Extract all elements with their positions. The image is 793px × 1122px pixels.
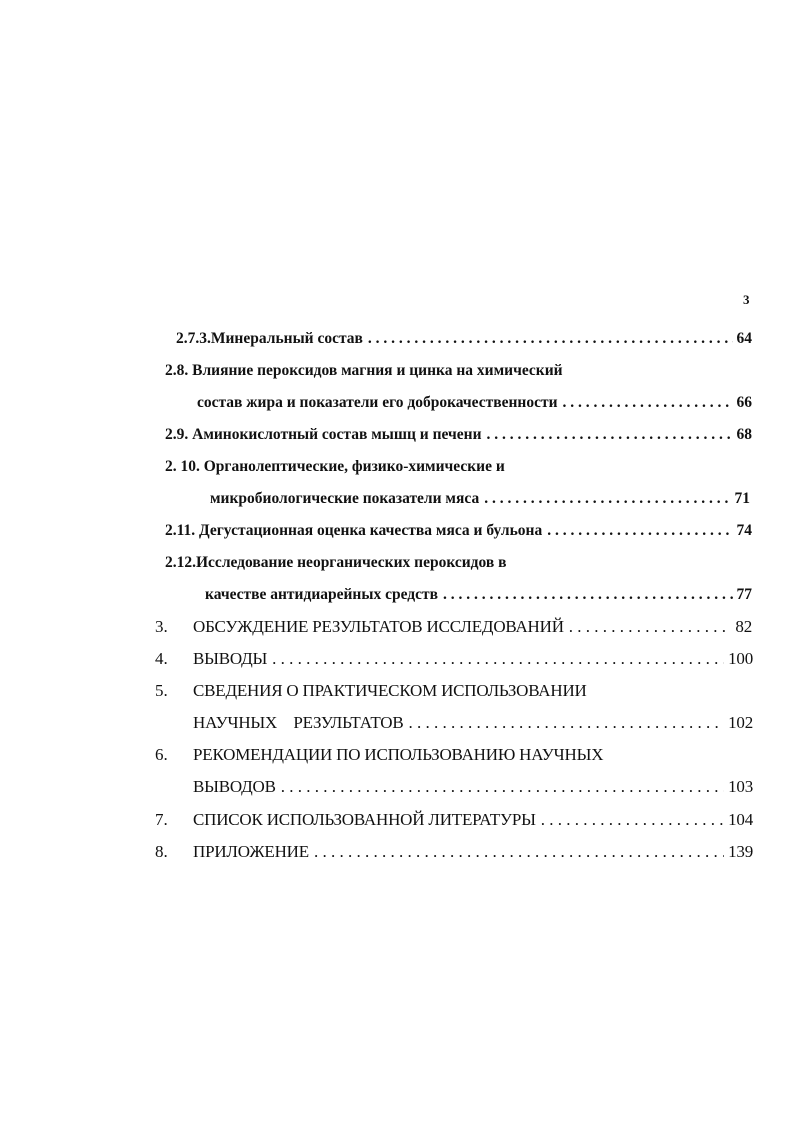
toc-entry-2-12 <box>165 554 755 576</box>
toc-entry-page: 139 <box>728 842 753 861</box>
toc-entry-title: 2.7.3.Минеральный состав <box>176 330 363 347</box>
dot-leader <box>563 394 733 412</box>
toc-entry-page: 71 <box>734 490 750 507</box>
toc-entry-page: 68 <box>736 426 752 443</box>
toc-entry-page: 103 <box>728 777 753 796</box>
toc-entry-title: состав жира и показатели его доброкачественности <box>197 394 558 411</box>
toc-section-3 <box>193 617 752 639</box>
toc-entry-title: 2.11. Дегустационная оценка качества мяса и бульона <box>165 522 543 539</box>
toc-entry-title: 2.9. Аминокислотный состав мышц и печени <box>165 426 482 443</box>
toc-section-number: 7. <box>155 810 168 829</box>
dot-leader <box>314 842 724 862</box>
toc-section-8 <box>193 842 753 864</box>
dot-leader <box>547 522 732 540</box>
toc-section-6-continued <box>193 777 753 799</box>
toc-entry-title: ПРИЛОЖЕНИЕ <box>193 842 309 861</box>
dot-leader <box>569 617 732 637</box>
toc-section-6 <box>193 745 753 767</box>
dot-leader <box>272 649 724 669</box>
toc-entry-title: ОБСУЖДЕНИЕ РЕЗУЛЬТАТОВ ИССЛЕДОВАНИЙ <box>193 617 564 636</box>
toc-entry-page: 66 <box>736 394 752 411</box>
toc-entry-2-9 <box>165 426 752 448</box>
toc-section-5 <box>193 681 753 703</box>
toc-entry-2-10-continued <box>210 490 750 512</box>
toc-entry-page: 102 <box>728 713 753 732</box>
dot-leader <box>409 713 725 733</box>
toc-entry-title: 2.12.Исследование неорганических пероксидов в <box>165 554 507 571</box>
toc-entry-title: ВЫВОДОВ <box>193 777 276 796</box>
toc-section-number: 6. <box>155 745 168 764</box>
toc-entry-title: качестве антидиарейных средств <box>205 586 438 603</box>
toc-entry-title: ВЫВОДЫ <box>193 649 268 668</box>
dot-leader <box>281 777 724 797</box>
toc-section-number: 8. <box>155 842 168 861</box>
toc-entry-2-8 <box>165 362 755 384</box>
toc-entry-title: 2.8. Влияние пероксидов магния и цинка на химический <box>165 362 563 379</box>
toc-entry-title: СВЕДЕНИЯ О ПРАКТИЧЕСКОМ ИСПОЛЬЗОВАНИИ <box>193 681 587 700</box>
dot-leader <box>541 810 724 830</box>
dot-leader <box>487 426 733 444</box>
toc-entry-2-10 <box>165 458 755 480</box>
toc-entry-2-8-continued <box>197 394 752 416</box>
toc-section-4 <box>193 649 753 671</box>
toc-entry-page: 100 <box>728 649 753 668</box>
toc-entry-title: 2. 10. Органолептические, физико-химические и <box>165 458 505 475</box>
toc-entry-page: 104 <box>728 810 753 829</box>
toc-entry-page: 82 <box>735 617 752 636</box>
toc-entry-page: 74 <box>736 522 752 539</box>
toc-section-number: 5. <box>155 681 168 700</box>
dot-leader <box>368 330 733 348</box>
toc-section-number: 3. <box>155 617 168 636</box>
toc-entry-2-12-continued <box>205 586 752 608</box>
toc-section-number: 4. <box>155 649 168 668</box>
dot-leader <box>443 586 733 604</box>
toc-entry-title: НАУЧНЫХ РЕЗУЛЬТАТОВ <box>193 713 404 732</box>
toc-entry-title: микробиологические показатели мяса <box>210 490 480 507</box>
page-number: 3 <box>743 292 750 307</box>
toc-entry-page: 64 <box>736 330 752 347</box>
toc-entry-page: 77 <box>736 586 752 603</box>
toc-entry-title: СПИСОК ИСПОЛЬЗОВАННОЙ ЛИТЕРАТУРЫ <box>193 810 536 829</box>
toc-section-7 <box>193 810 753 832</box>
toc-entry-2-11 <box>165 522 752 544</box>
toc-entry-2-7-3 <box>176 330 752 352</box>
toc-section-5-continued <box>193 713 753 735</box>
dot-leader <box>484 490 730 508</box>
toc-entry-title: РЕКОМЕНДАЦИИ ПО ИСПОЛЬЗОВАНИЮ НАУЧНЫХ <box>193 745 604 764</box>
